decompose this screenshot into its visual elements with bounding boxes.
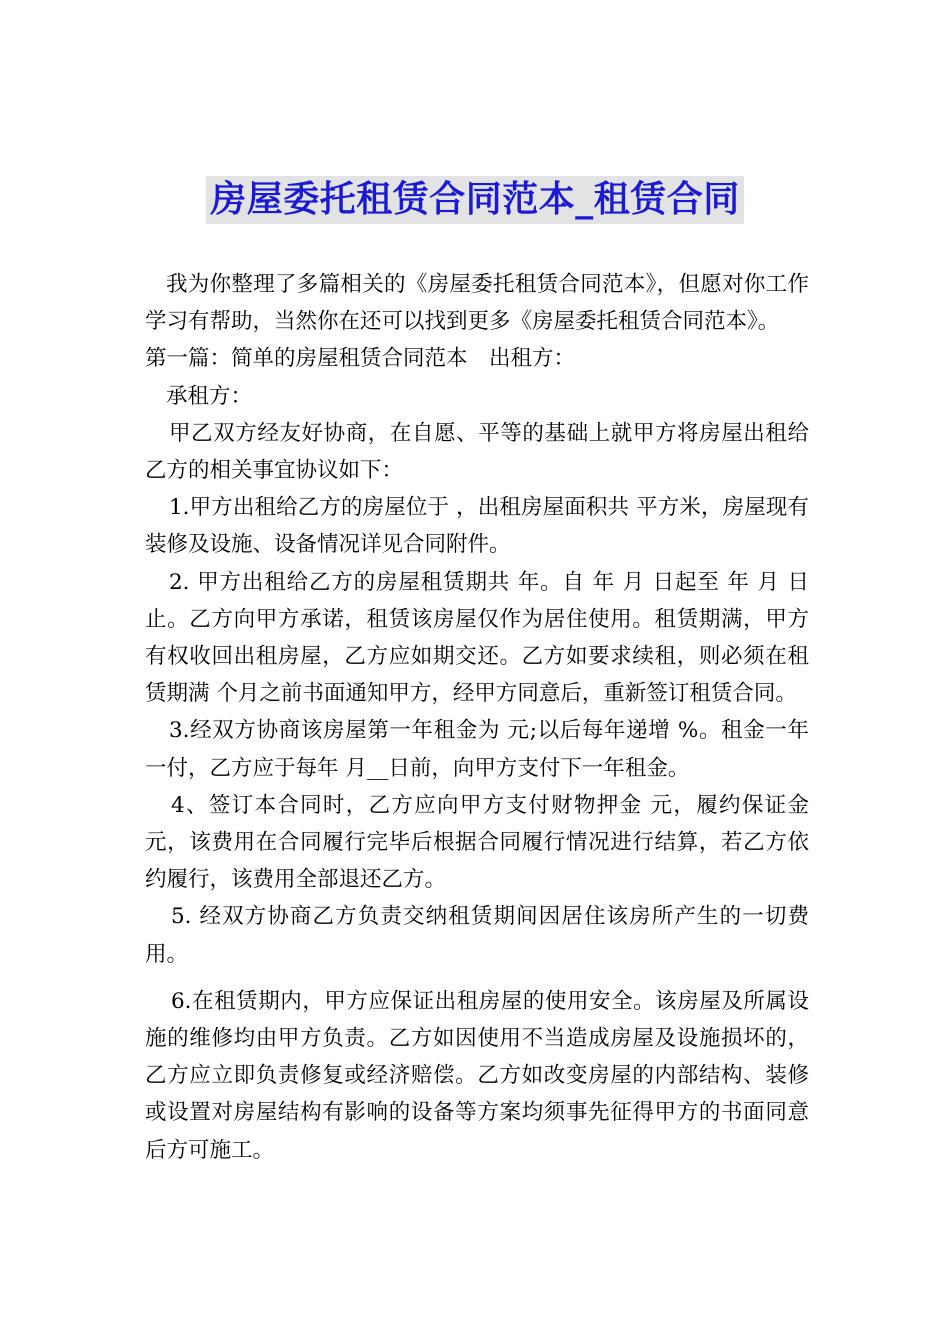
intro-paragraph: 我为你整理了多篇相关的《房屋委托租赁合同范本》，但愿对你工作学习有帮助，当然你在还可以找到更多《房屋委托租赁合同范本》。 <box>145 272 809 335</box>
document-body <box>145 266 809 1169</box>
agreement-preamble: 甲乙双方经友好协商，在自愿、平等的基础上就甲方将房屋出租给乙方的相关事宜协议如下： <box>145 420 809 484</box>
lessee-line: 承租方： <box>166 383 253 409</box>
section-heading: 第一篇：简单的房屋租赁合同范本 出租方： <box>145 346 576 372</box>
clause-5: 5. 经双方协商乙方负责交纳租赁期间因居住该房所产生的一切费用。 <box>145 904 809 967</box>
clause-2: 2. 甲方出租给乙方的房屋租赁期共 年。自 年 月 日起至 年 月 日止。乙方向甲方承诺，租赁该房屋仅作为居住使用。租赁期满，甲方有权收回出租房屋，乙方应如期交还。乙方如要求续租，则必须在租赁期满 个月之前书面通知甲方，经甲方同意后，重新签订租赁合同。 <box>145 569 809 707</box>
clause-6: 6.在租赁期内，甲方应保证出租房屋的使用安全。该房屋及所属设施的维修均由甲方负责。乙方如因使用不当造成房屋及设施损坏的，乙方应立即负责修复或经济赔偿。乙方如改变房屋的内部结构、装修或设置对房屋结构有影响的设备等方案均须事先征得甲方的书面同意后方可施工。 <box>145 988 809 1163</box>
clause-1: 1.甲方出租给乙方的房屋位于 ，出租房屋面积共 平方米，房屋现有装修及设施、设备情况详见合同附件。 <box>145 495 809 558</box>
clause-4: 4、签订本合同时，乙方应向甲方支付财物押金 元，履约保证金 元，该费用在合同履行完毕后根据合同履行情况进行结算，若乙方依约履行，该费用全部退还乙方。 <box>145 792 809 893</box>
clause-3: 3.经双方协商该房屋第一年租金为 元;以后每年递增 %。租金一年一付，乙方应于每年 月__日前，向甲方支付下一年租金。 <box>145 718 809 781</box>
document-title: 房屋委托租赁合同范本_租赁合同 <box>206 176 744 224</box>
title-container <box>0 176 950 224</box>
